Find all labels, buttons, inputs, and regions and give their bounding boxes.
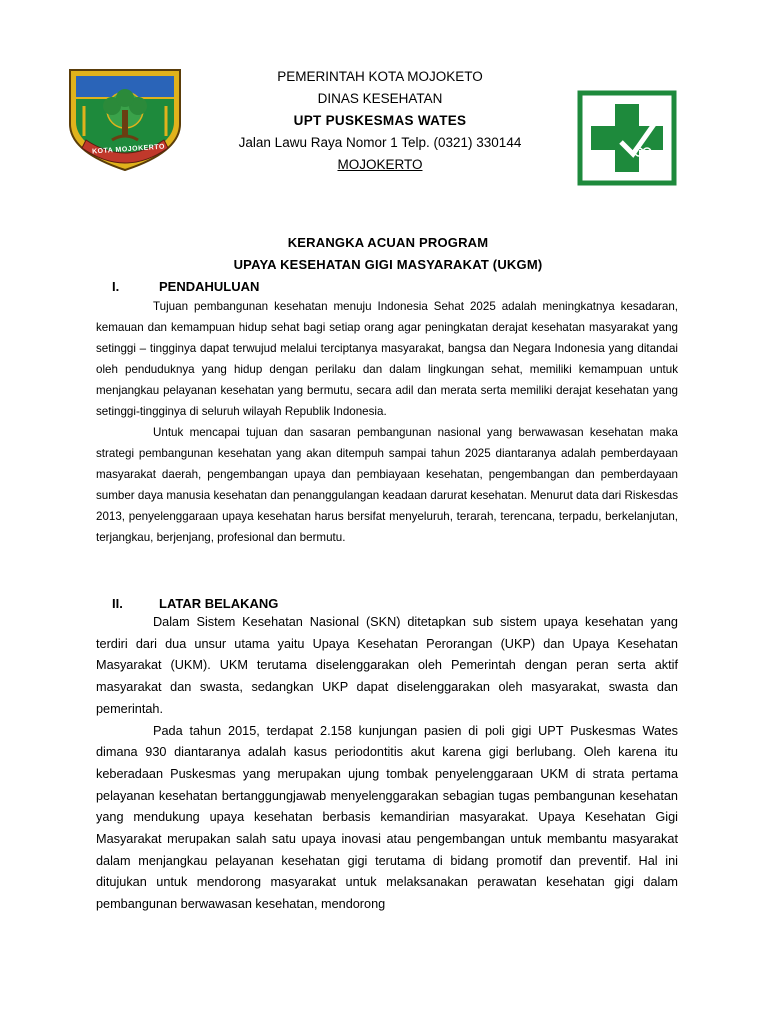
- letterhead-address: Jalan Lawu Raya Nomor 1 Telp. (0321) 330144: [238, 135, 522, 150]
- section-1-paragraph-2: Untuk mencapai tujuan dan sasaran pembangunan nasional yang berwawasan kesehatan maka strategi pembangunan kesehatan yang akan ditempuh sampai tahun 2025 diantaranya adalah pemberdayaan masyarakat daerah, pengembangan upaya dan pembiayaan kesehatan, pengembangan dan pemberdayaan sumber daya manusia kesehatan dan penanggulangan keadaan darurat kesehatan. Menurut data dari Riskesdas 2013, penyelenggaraan upaya kesehatan harus bersifat menyeluruh, terarah, terencana, terpadu, berkelanjutan, terjangkau, berjenjang, profesional dan bermutu.: [96, 426, 678, 544]
- crest-label: KOTA MOJOKERTO: [91, 143, 166, 156]
- kota-mojokerto-crest-icon: [62, 66, 188, 176]
- document-title: KERANGKA ACUAN PROGRAM: [287, 235, 489, 250]
- section-1-title: PENDAHULUAN: [159, 279, 260, 294]
- letterhead-institution: UPT PUSKESMAS WATES: [293, 113, 467, 128]
- section-1-body: [96, 296, 678, 548]
- letterhead-government: PEMERINTAH KOTA MOJOKETO: [277, 69, 483, 84]
- letterhead: [190, 66, 570, 176]
- letterhead-department: DINAS KESEHATAN: [317, 91, 443, 106]
- letterhead-city: MOJOKERTO: [337, 157, 423, 172]
- section-2-paragraph-2: Pada tahun 2015, terdapat 2.158 kunjungan pasien di poli gigi UPT Puskesmas Wates dimana 930 diantaranya adalah kasus periodontitis akut karena gigi berlubang. Oleh karena itu keberadaan Puskesmas yang merupakan ujung tombak penyelenggaraan UKM di strata pertama pelayanan kesehatan bertanggungjawab menyelenggarakan sebagian tugas pembangunan kesehatan yang mendukung upaya kesehatan berbasis kemandirian masyarakat. Upaya Kesehatan Gigi Masyarakat merupakan salah satu upaya inovasi atau pengembangan untuk membantu masyarakat dalam menjangkau pelayanan kesehatan gigi terutama di bidang promotif dan preventif. Hal ini ditujukan untuk mendorong masyarakat untuk melaksanakan perawatan kesehatan gigi dalam pembangunan berwawasan kesehatan, mendorong: [96, 723, 678, 912]
- section-2-title: LATAR BELAKANG: [159, 596, 279, 611]
- section-1-paragraph-1: Tujuan pembangunan kesehatan menuju Indonesia Sehat 2025 adalah meningkatnya kesadaran, kemauan dan kemampuan hidup sehat bagi setiap orang agar peningkatan derajat kesehatan masyarakat yang setinggi – tingginya dapat terwujud melalui terciptanya masyarakat, bangsa dan Negara Indonesia yang ditandai oleh penduduknya yang hidup dengan perilaku dan dalam lingkungan sehat, memiliki kemampuan untuk menjangkau pelayanan kesehatan yang bermutu, secara adil dan merata serta memiliki derajat kesehatan yang setinggi-tingginya di seluruh wilayah Republik Indonesia.: [96, 300, 678, 418]
- section-2-paragraph-1: Dalam Sistem Kesehatan Nasional (SKN) ditetapkan sub sistem upaya kesehatan yang terdiri dari dua unsur utama yaitu Upaya Kesehatan Perorangan (UKP) dan Upaya Kesehatan Masyarakat (UKM). UKM terutama diselenggarakan oleh Pemerintah dengan peran serta aktif masyarakat dan swasta, sedangkan UKP dapat diselenggarakan oleh masyarakat, swasta dan pemerintah.: [96, 615, 678, 716]
- section-2-body: [96, 612, 678, 916]
- section-1-number: I.: [112, 279, 120, 294]
- document-subtitle: UPAYA KESEHATAN GIGI MASYARAKAT (UKGM): [233, 257, 543, 272]
- section-2-number: II.: [112, 596, 123, 611]
- puskesmas-logo-icon: [577, 90, 677, 186]
